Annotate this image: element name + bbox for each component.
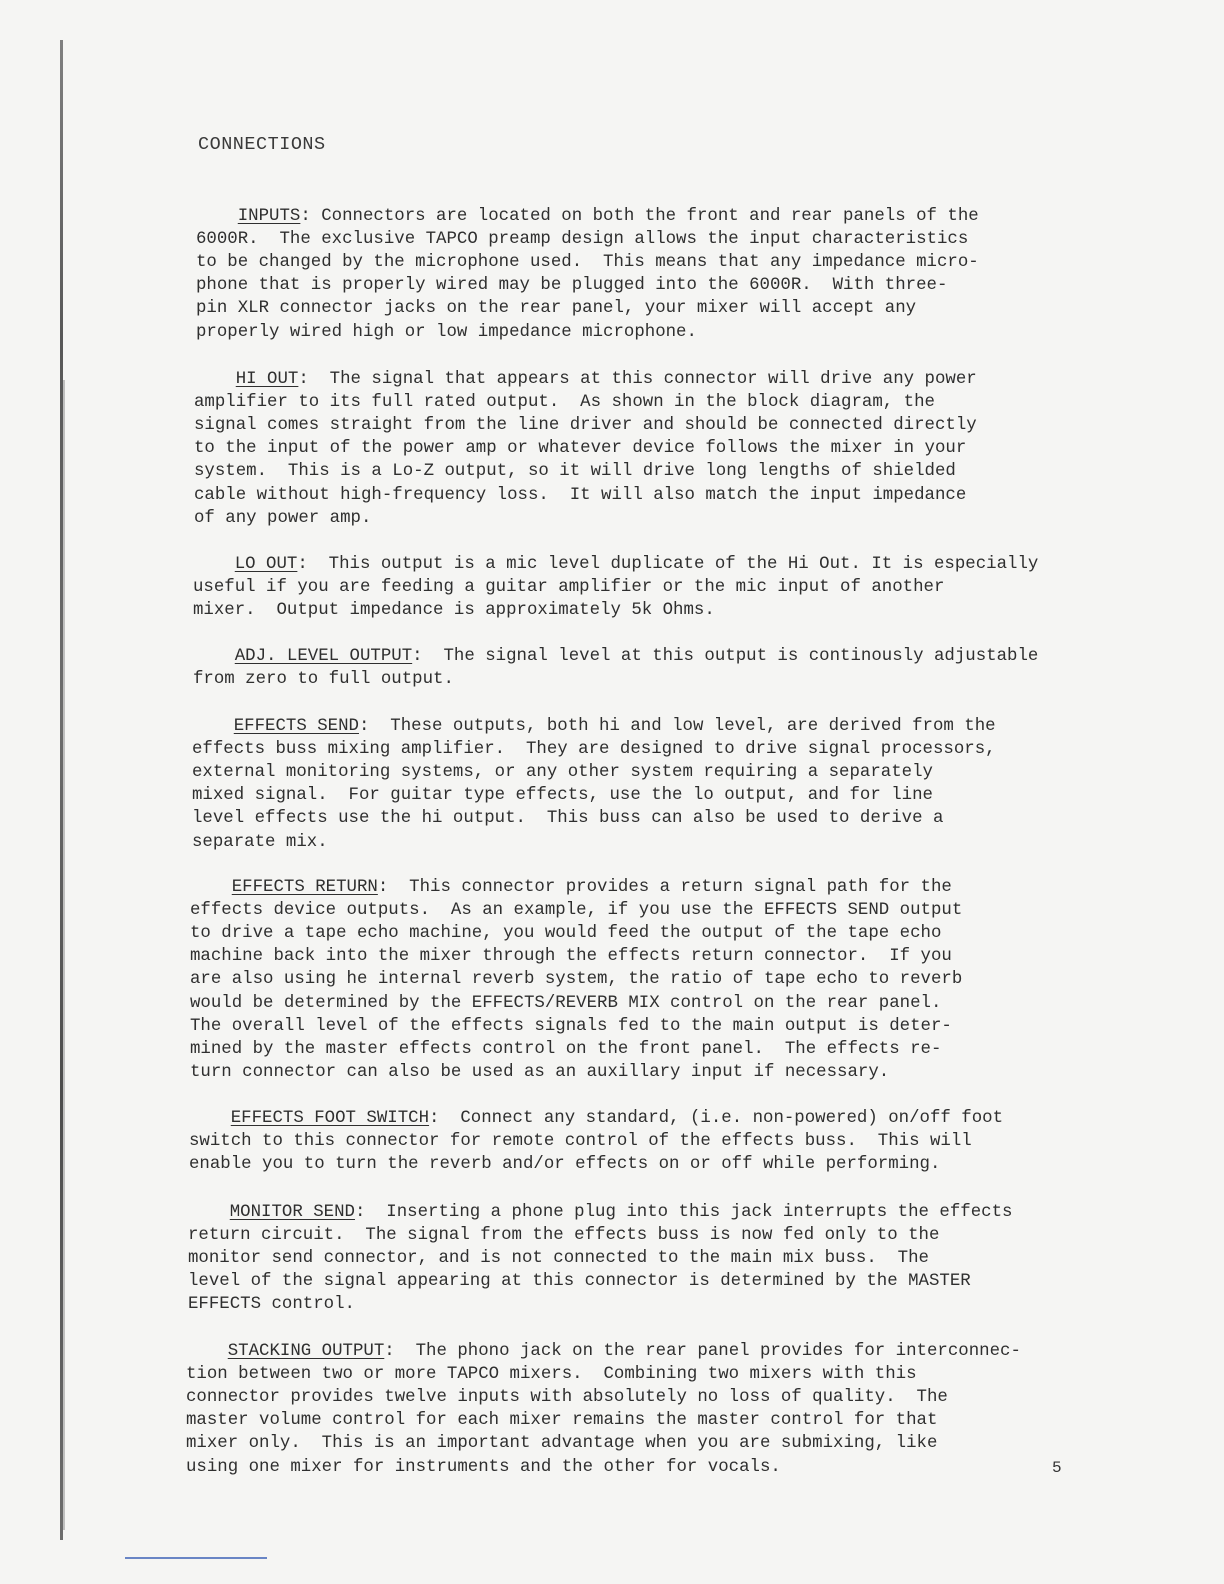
section-line: return circuit. The signal from the effects buss is now fed only to the — [188, 1226, 940, 1246]
section-effects-return — [190, 853, 962, 1107]
section-line: level of the signal appearing at this connector is determined by the MASTER — [188, 1272, 971, 1292]
section-line: external monitoring systems, or any other system requiring a separately — [192, 763, 933, 783]
section-line: separate mix. — [192, 832, 328, 852]
section-line: level effects use the hi output. This buss can also be used to derive a — [192, 809, 944, 829]
section-stacking-output — [186, 1317, 1021, 1502]
scan-artifact-line — [125, 1557, 267, 1559]
section-label: STACKING OUTPUT — [227, 1342, 385, 1362]
section-line: : Inserting a phone plug into this jack interrupts the effects — [354, 1203, 1013, 1223]
section-line: monitor send connector, and is not connected to the main mix buss. The — [188, 1249, 929, 1269]
section-line: from zero to full output. — [193, 670, 454, 690]
section-line: : The signal level at this output is continously adjustable — [412, 647, 1039, 667]
section-line: turn connector can also be used as an auxillary input if necessary. — [190, 1062, 890, 1082]
section-line: The overall level of the effects signals fed to the main output is deter- — [190, 1016, 952, 1036]
section-line: to be changed by the microphone used. This means that any impedance micro- — [196, 253, 979, 273]
section-line: system. This is a Lo-Z output, so it will drive long lengths of shielded — [194, 462, 956, 482]
section-line: are also using he internal reverb system, the ratio of tape echo to reverb — [190, 970, 963, 990]
section-line: amplifier to its full rated output. As shown in the block diagram, the — [194, 393, 935, 413]
section-label: EFFECTS SEND — [233, 717, 359, 737]
section-label: ADJ. LEVEL OUTPUT — [234, 647, 413, 667]
page-number: 5 — [1052, 1459, 1062, 1477]
section-line: of any power amp. — [194, 508, 372, 528]
section-line: mined by the master effects control on the front panel. The effects re- — [190, 1039, 942, 1059]
section-line: connector provides twelve inputs with absolutely no loss of quality. The — [186, 1388, 948, 1408]
section-effects-send — [192, 692, 996, 877]
section-line: : This connector provides a return signal path for the — [377, 878, 952, 898]
section-label: HI OUT — [235, 370, 299, 390]
section-label: INPUTS — [237, 207, 301, 227]
section-line: master volume control for each mixer remains the master control for that — [186, 1411, 938, 1431]
section-line: EFFECTS control. — [188, 1295, 355, 1315]
binding-edge-shadow-secondary — [63, 380, 65, 1530]
section-line: : Connectors are located on both the front and rear panels of the — [300, 207, 979, 227]
section-line: mixer. Output impedance is approximately 5k Ohms. — [193, 601, 715, 621]
section-line: machine back into the mixer through the effects return connector. If you — [190, 947, 952, 967]
section-line: : This output is a mic level duplicate of the Hi Out. It is especially — [297, 555, 1039, 575]
section-hi-out — [194, 345, 977, 553]
section-line: using one mixer for instruments and the other for vocals. — [186, 1457, 781, 1477]
section-label: LO OUT — [234, 555, 298, 575]
section-line: would be determined by the EFFECTS/REVERB MIX control on the rear panel. — [190, 993, 942, 1013]
section-line: properly wired high or low impedance microphone. — [196, 322, 697, 342]
section-line: signal comes straight from the line driver and should be connected directly — [194, 416, 977, 436]
section-line: to the input of the power amp or whatever device follows the mixer in your — [194, 439, 967, 459]
page-heading: CONNECTIONS — [198, 134, 326, 155]
section-line: tion between two or more TAPCO mixers. Combining two mixers with this — [186, 1365, 917, 1385]
section-line: phone that is properly wired may be plugged into the 6000R. With three- — [196, 276, 948, 296]
section-line: : These outputs, both hi and low level, are derived from the — [358, 717, 996, 737]
section-line: : Connect any standard, (i.e. non-powered) on/off foot — [429, 1109, 1004, 1129]
section-line: mixer only. This is an important advantage when you are submixing, like — [186, 1434, 938, 1454]
section-monitor-send — [188, 1178, 1012, 1340]
section-line: mixed signal. For guitar type effects, use the lo output, and for line — [192, 786, 933, 806]
section-inputs — [196, 182, 979, 367]
section-line: effects device outputs. As an example, if you use the EFFECTS SEND output — [190, 901, 963, 921]
section-line: : The signal that appears at this connector will drive any power — [298, 370, 977, 390]
section-line: switch to this connector for remote control of the effects buss. This will — [189, 1132, 972, 1152]
section-line: : The phono jack on the rear panel provides for interconnec- — [384, 1342, 1021, 1362]
section-line: 6000R. The exclusive TAPCO preamp design allows the input characteristics — [196, 230, 969, 250]
section-line: cable without high-frequency loss. It will also match the input impedance — [194, 485, 967, 505]
section-line: to drive a tape echo machine, you would feed the output of the tape echo — [190, 924, 942, 944]
section-label: EFFECTS RETURN — [231, 878, 378, 898]
section-line: effects buss mixing amplifier. They are designed to drive signal processors, — [192, 740, 996, 760]
section-line: useful if you are feeding a guitar amplifier or the mic input of another — [193, 578, 945, 598]
section-line: pin XLR connector jacks on the rear panel, your mixer will accept any — [196, 299, 917, 319]
section-line: enable you to turn the reverb and/or effects on or off while performing. — [189, 1155, 941, 1175]
section-label: EFFECTS FOOT SWITCH — [230, 1109, 430, 1129]
section-label: MONITOR SEND — [229, 1203, 355, 1223]
